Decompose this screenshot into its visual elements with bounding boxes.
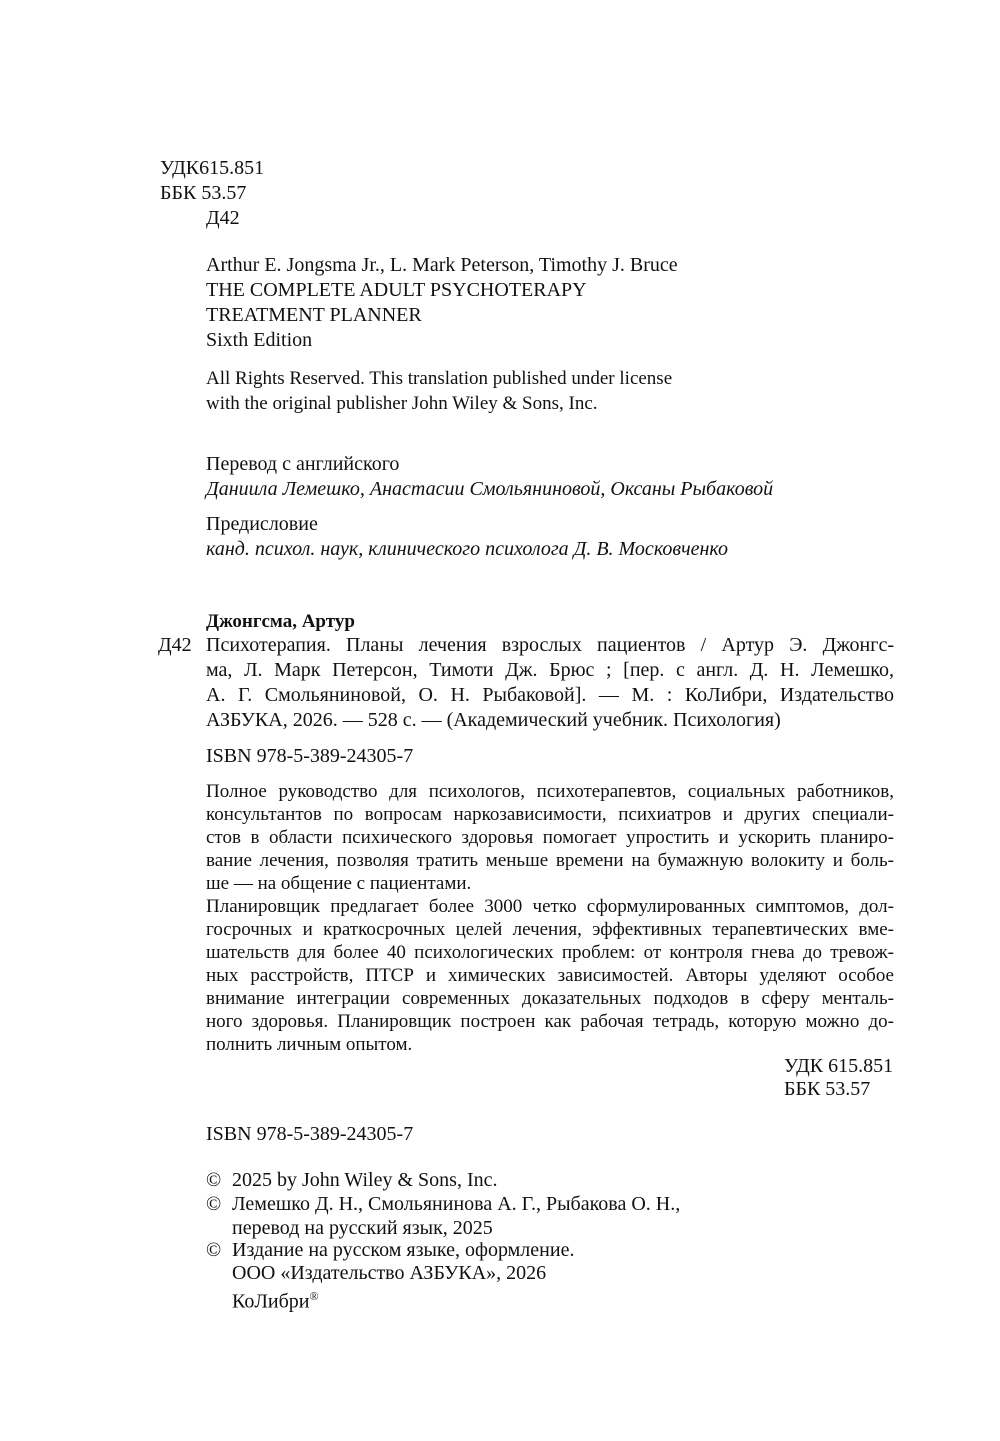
bib-sign: Д42 <box>158 634 192 656</box>
copyright-symbol: © <box>206 1169 222 1191</box>
bib-heading: Джонгсма, Артур <box>206 611 355 632</box>
registered-mark: ® <box>309 1289 319 1303</box>
annotation-bbk: ББК 53.57 <box>784 1078 871 1100</box>
annotation-line: шательств для более 40 психологических проблем: от контроля гнева до тревож- <box>206 942 894 963</box>
bib-line: Психотерапия. Планы лечения взрослых пациентов / Артур Э. Джонгс- <box>206 634 894 656</box>
annotation-line: вание лечения, позволяя тратить меньше времени на бумажную волокиту и боль- <box>206 850 894 871</box>
isbn-footer: ISBN 978-5-389-24305-7 <box>206 1123 414 1145</box>
original-title-line-2: TREATMENT PLANNER <box>206 304 422 326</box>
copyright-wiley: 2025 by John Wiley & Sons, Inc. <box>232 1169 498 1191</box>
rights-line-2: with the original publisher John Wiley & Sons, Inc. <box>206 393 598 414</box>
translation-label: Перевод с английского <box>206 453 400 475</box>
author-sign: Д42 <box>206 207 240 229</box>
annotation-line: внимание интеграции современных доказательных подходов в сферу менталь- <box>206 988 894 1009</box>
preface-label: Предисловие <box>206 513 318 535</box>
annotation-line: госрочных и краткосрочных целей лечения, эффективных терапевтических вме- <box>206 919 894 940</box>
annotation-line: полнить личным опытом. <box>206 1034 413 1055</box>
preface-author: канд. психол. наук, клинического психолога Д. В. Московченко <box>206 538 729 560</box>
original-edition: Sixth Edition <box>206 329 313 351</box>
annotation-line: консультантов по вопросам наркозависимости, психиатров и других специали- <box>206 804 894 825</box>
copyright-symbol: © <box>206 1239 222 1261</box>
annotation-line: ного здоровья. Планировщик построен как рабочая тетрадь, которую можно до- <box>206 1011 894 1032</box>
bib-line: ма, Л. Марк Петерсон, Тимоти Дж. Брюс ; [пер. с англ. Д. Н. Лемешко, <box>206 659 894 681</box>
annotation-udk: УДК 615.851 <box>784 1055 894 1077</box>
rights-line-1: All Rights Reserved. This translation published under license <box>206 368 673 389</box>
bib-isbn: ISBN 978-5-389-24305-7 <box>206 745 414 767</box>
copyright-publisher-line-3: КоЛибри® <box>232 1289 319 1313</box>
translators: Даниила Лемешко, Анастасии Смольяниновой, Оксаны Рыбаковой <box>206 478 774 500</box>
udk-code: УДК615.851 <box>160 157 265 179</box>
original-title-line-1: THE COMPLETE ADULT PSYCHOTERAPY <box>206 279 587 301</box>
bib-line: АЗБУКА, 2026. — 528 с. — (Академический учебник. Психология) <box>206 709 781 731</box>
annotation-line: ше — на общение с пациентами. <box>206 873 472 894</box>
copyright-translators-line-1: Лемешко Д. Н., Смольянинова А. Г., Рыбакова О. Н., <box>232 1193 681 1215</box>
annotation-line: стов в области психического здоровья помогает упростить и ускорить планиро- <box>206 827 894 848</box>
bbk-code: ББК 53.57 <box>160 182 247 204</box>
copyright-symbol: © <box>206 1193 222 1215</box>
annotation-line: Полное руководство для психологов, психотерапевтов, социальных работников, <box>206 781 894 802</box>
annotation-line: Планировщик предлагает более 3000 четко сформулированных симптомов, дол- <box>206 896 894 917</box>
copyright-translators-line-2: перевод на русский язык, 2025 <box>232 1217 493 1239</box>
copyright-publisher-line-2: ООО «Издательство АЗБУКА», 2026 <box>232 1262 547 1284</box>
bib-line: А. Г. Смольяниновой, О. Н. Рыбаковой]. — М. : КоЛибри, Издательство <box>206 684 894 706</box>
annotation-line: ных расстройств, ПТСР и химических зависимостей. Авторы уделяют особое <box>206 965 894 986</box>
original-authors: Arthur E. Jongsma Jr., L. Mark Peterson, Timothy J. Bruce <box>206 254 678 276</box>
copyright-publisher-line-1: Издание на русском языке, оформление. <box>232 1239 575 1261</box>
